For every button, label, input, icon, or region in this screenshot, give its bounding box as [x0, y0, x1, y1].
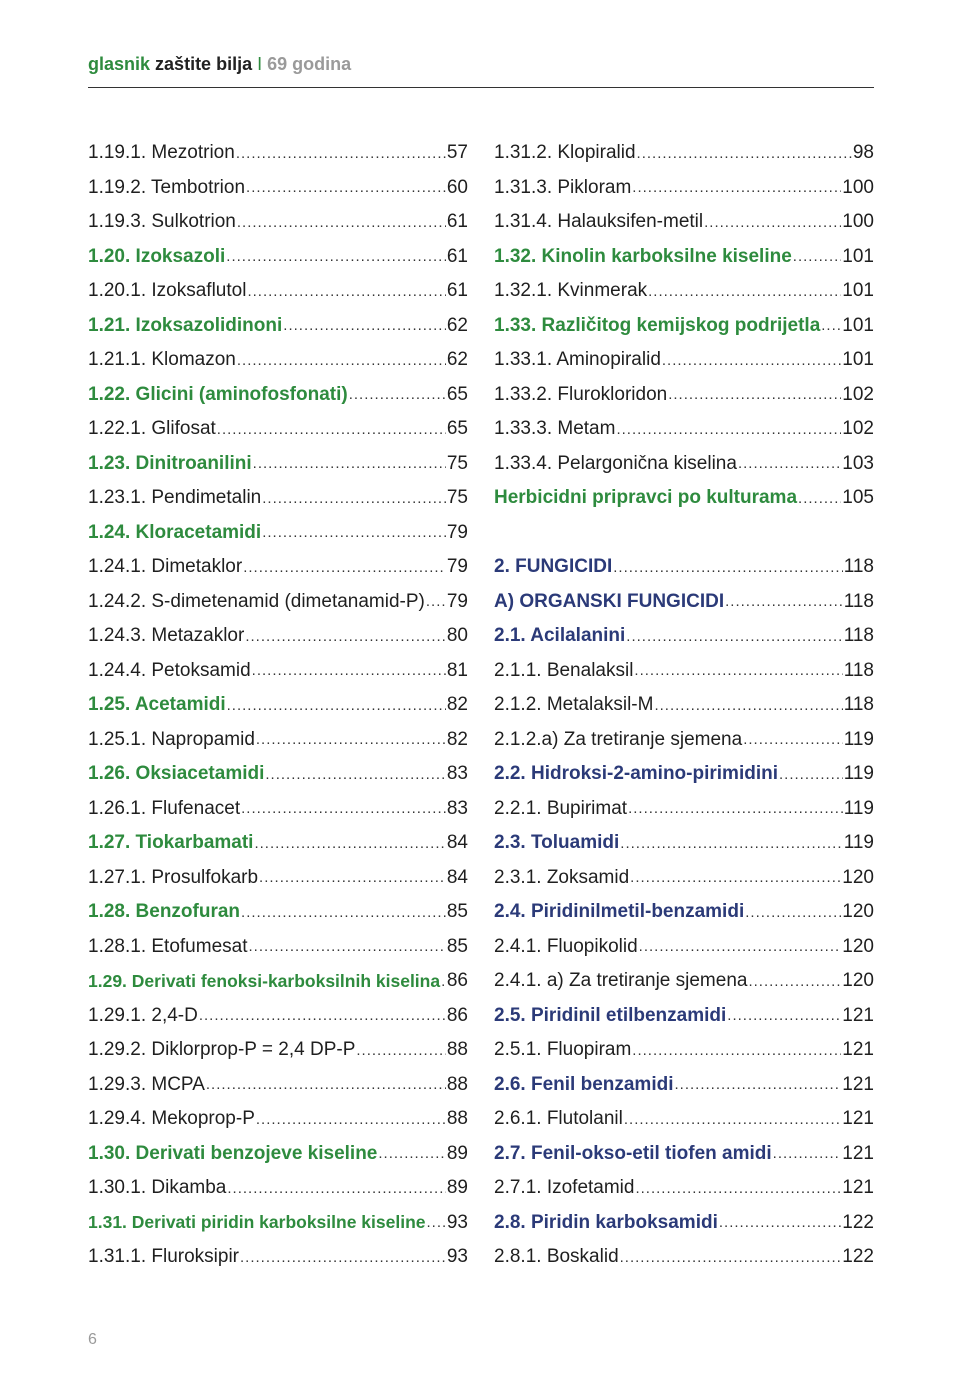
toc-entry-page: 61 [446, 211, 468, 233]
toc-entry-page: 102 [842, 418, 874, 440]
toc-entry[interactable] [494, 343, 874, 378]
toc-entry-page: 120 [842, 866, 874, 888]
toc-leader-dots [199, 1008, 446, 1023]
toc-entry-label: 1.19.3. Sulkotrion [88, 211, 236, 233]
header-divider [88, 87, 874, 88]
toc-leader-dots [226, 249, 446, 264]
toc-entry-label: 1.29.4. Mekoprop-P [88, 1108, 255, 1130]
toc-entry[interactable] [494, 550, 874, 585]
toc-entry[interactable] [88, 240, 468, 275]
toc-entry[interactable] [88, 447, 468, 482]
toc-entry[interactable] [88, 1068, 468, 1103]
toc-entry[interactable] [494, 205, 874, 240]
toc-entry[interactable] [88, 550, 468, 585]
toc-entry-page: 82 [446, 694, 468, 716]
toc-entry-label: 1.31.1. Fluroksipir [88, 1246, 240, 1268]
toc-entry-page: 119 [843, 763, 874, 785]
toc-entry-label: 1.24.4. Petoksamid [88, 659, 251, 681]
toc-entry[interactable] [494, 447, 874, 482]
toc-leader-dots [727, 1008, 841, 1023]
toc-entry-page: 121 [842, 1004, 874, 1026]
toc-entry-page: 79 [446, 556, 468, 578]
toc-entry-page: 118 [843, 659, 874, 681]
toc-leader-dots [648, 284, 841, 299]
toc-entry-page: 121 [842, 1108, 874, 1130]
toc-entry-page: 102 [842, 383, 874, 405]
toc-entry[interactable] [88, 481, 468, 516]
toc-entry-page: 119 [843, 728, 874, 750]
toc-leader-dots [654, 698, 842, 713]
toc-entry[interactable] [88, 895, 468, 930]
toc-entry[interactable] [88, 1206, 468, 1241]
toc-leader-dots [441, 974, 446, 989]
toc-leader-dots [240, 1250, 446, 1265]
toc-entry[interactable] [494, 930, 874, 965]
toc-entry[interactable] [88, 619, 468, 654]
toc-entry-label: 1.26.1. Flufenacet [88, 797, 241, 819]
toc-entry[interactable] [494, 378, 874, 413]
toc-entry-label: 2.4.1. a) Za tretiranje sjemena [494, 970, 748, 992]
toc-entry-label: 2.5.1. Fluopiram [494, 1039, 632, 1061]
toc-entry[interactable] [88, 723, 468, 758]
toc-entry-label: 1.31.4. Halauksifen-metil [494, 211, 704, 233]
toc-entry[interactable] [88, 516, 468, 551]
toc-entry[interactable] [494, 826, 874, 861]
toc-entry-page: 101 [842, 280, 874, 302]
toc-entry-page: 61 [446, 280, 468, 302]
toc-entry-page: 86 [446, 970, 468, 992]
toc-entry[interactable] [494, 1137, 874, 1172]
toc-entry-page: 80 [446, 625, 468, 647]
toc-leader-dots [227, 698, 446, 713]
toc-entry[interactable] [88, 309, 468, 344]
toc-leader-dots [259, 870, 446, 885]
toc-entry[interactable] [494, 274, 874, 309]
toc-leader-dots [283, 318, 446, 333]
toc-leader-dots [265, 767, 445, 782]
toc-entry-page: 65 [446, 418, 468, 440]
toc-leader-dots [662, 353, 841, 368]
toc-entry-page: 121 [842, 1142, 874, 1164]
toc-entry-page: 122 [842, 1246, 874, 1268]
toc-leader-dots [624, 1112, 841, 1127]
toc-leader-dots [378, 1146, 445, 1161]
toc-leader-dots [243, 560, 446, 575]
toc-entry-page: 65 [446, 383, 468, 405]
toc-entry-label: 1.33. Različitog kemijskog podrijetla [494, 314, 821, 336]
toc-leader-dots [252, 663, 446, 678]
toc-entry-page: 121 [842, 1177, 874, 1199]
toc-entry[interactable] [494, 412, 874, 447]
toc-entry[interactable] [494, 999, 874, 1034]
toc-leader-dots [241, 801, 446, 816]
toc-entry-label: 1.25. Acetamidi [88, 694, 226, 716]
page-number: 6 [88, 1331, 97, 1348]
toc-entry-label: 2.3. Toluamidi [494, 832, 620, 854]
toc-entry[interactable] [494, 723, 874, 758]
toc-entry[interactable] [88, 999, 468, 1034]
toc-entry-page: 60 [446, 176, 468, 198]
toc-leader-dots [668, 387, 841, 402]
toc-entry[interactable] [494, 1102, 874, 1137]
toc-entry[interactable] [88, 343, 468, 378]
toc-entry[interactable] [88, 1033, 468, 1068]
toc-entry-label: 2.1.2.a) Za tretiranje sjemena [494, 728, 743, 750]
toc-leader-dots [237, 215, 446, 230]
toc-entry[interactable] [88, 136, 468, 171]
header-subtitle: zaštite bilja [155, 54, 253, 74]
toc-leader-dots [426, 594, 446, 609]
toc-leader-dots [639, 939, 842, 954]
toc-entry-page: 118 [843, 694, 874, 716]
toc-entry-label: 2.8.1. Boskalid [494, 1246, 619, 1268]
header-separator: I [257, 54, 263, 74]
toc-entry-label: 1.24.2. S-dimetenamid (dimetanamid-P) [88, 590, 425, 612]
toc-entry[interactable] [88, 826, 468, 861]
toc-entry-page: 82 [446, 728, 468, 750]
toc-entry[interactable] [494, 1033, 874, 1068]
toc-entry-page: 61 [446, 245, 468, 267]
toc-entry-page: 93 [446, 1246, 468, 1268]
toc-entry-label: 1.21.1. Klomazon [88, 349, 236, 371]
toc-entry-page: 120 [842, 935, 874, 957]
toc-entry-label: 1.29. Derivati fenoksi-karboksilnih kiselina [88, 970, 441, 991]
toc-leader-dots [745, 905, 841, 920]
toc-leader-dots [613, 560, 842, 575]
toc-leader-dots [748, 974, 841, 989]
toc-entry-page: 88 [446, 1039, 468, 1061]
toc-leader-dots [227, 1181, 446, 1196]
toc-entry-label: 1.32.1. Kvinmerak [494, 280, 648, 302]
toc-entry-label: 1.20. Izoksazoli [88, 245, 226, 267]
toc-entry[interactable] [494, 171, 874, 206]
toc-entry[interactable] [494, 688, 874, 723]
toc-entry-page: 118 [843, 556, 874, 578]
toc-entry-label: 1.29.2. Diklorprop-P = 2,4 DP-P [88, 1039, 356, 1061]
toc-entry-label: 1.27. Tiokarbamati [88, 832, 254, 854]
toc-entry-label: 1.28. Benzofuran [88, 901, 241, 923]
toc-leader-dots [253, 456, 446, 471]
toc-entry[interactable] [494, 481, 874, 516]
toc-entry-label: 1.31. Derivati piridin karboksilne kiseline [88, 1212, 426, 1233]
toc-entry-label: 2.8. Piridin karboksamidi [494, 1211, 718, 1233]
toc-leader-dots [637, 146, 852, 161]
toc-entry[interactable] [88, 205, 468, 240]
toc-entry-label: 1.29.1. 2,4-D [88, 1004, 198, 1026]
toc-entry-page: 57 [446, 142, 468, 164]
toc-entry-label: 1.29.3. MCPA [88, 1073, 205, 1095]
toc-leader-dots [620, 1250, 842, 1265]
toc-entry[interactable] [494, 1206, 874, 1241]
toc-entry-page: 79 [446, 590, 468, 612]
toc-leader-dots [349, 387, 446, 402]
toc-entry-page: 119 [843, 797, 874, 819]
toc-entry[interactable] [88, 792, 468, 827]
toc-entry-page: 93 [446, 1211, 468, 1233]
toc-entry[interactable] [494, 757, 874, 792]
toc-entry-page: 119 [843, 832, 874, 854]
toc-leader-dots [725, 594, 843, 609]
toc-leader-dots [427, 1215, 446, 1230]
toc-leader-dots [236, 146, 446, 161]
toc-entry-label: 2.1.2. Metalaksil-M [494, 694, 654, 716]
toc-entry-page: 84 [446, 866, 468, 888]
toc-leader-dots [630, 870, 841, 885]
toc-leader-dots [632, 1043, 841, 1058]
toc-entry-label: 2.2.1. Bupirimat [494, 797, 628, 819]
toc-entry-page: 98 [852, 142, 874, 164]
toc-entry-page: 120 [842, 970, 874, 992]
running-header [88, 54, 874, 75]
toc-leader-dots [256, 732, 446, 747]
toc-entry-label: 2. FUNGICIDI [494, 556, 613, 578]
toc-entry-label: 1.24. Kloracetamidi [88, 521, 262, 543]
toc-leader-dots [821, 318, 841, 333]
toc-entry-page: 118 [843, 625, 874, 647]
toc-entry[interactable] [88, 964, 468, 999]
toc-leader-dots [249, 939, 446, 954]
toc-leader-dots [798, 491, 841, 506]
toc-entry[interactable] [494, 895, 874, 930]
toc-column-right [494, 136, 874, 1275]
toc-entry-label: 1.23.1. Pendimetalin [88, 487, 262, 509]
toc-entry-page: 84 [446, 832, 468, 854]
toc-entry[interactable] [494, 654, 874, 689]
toc-leader-dots [635, 1181, 841, 1196]
toc-leader-dots [254, 836, 445, 851]
toc-entry-page: 103 [842, 452, 874, 474]
toc-spacer [494, 516, 874, 551]
toc-entry-label: 1.27.1. Prosulfokarb [88, 866, 259, 888]
toc-entry-label: 2.4. Piridinilmetil-benzamidi [494, 901, 745, 923]
toc-entry-label: 2.6. Fenil benzamidi [494, 1073, 674, 1095]
toc-entry[interactable] [88, 378, 468, 413]
toc-entry-label: 1.25.1. Napropamid [88, 728, 255, 750]
toc-leader-dots [634, 663, 842, 678]
toc-leader-dots [245, 629, 446, 644]
toc-entry-label: 1.22.1. Glifosat [88, 418, 216, 440]
toc-entry[interactable] [88, 1102, 468, 1137]
toc-entry-label: 2.6.1. Flutolanil [494, 1108, 623, 1130]
header-years: 69 godina [267, 54, 352, 74]
toc-entry-page: 75 [446, 452, 468, 474]
toc-entry[interactable] [494, 240, 874, 275]
toc-entry-label: 1.28.1. Etofumesat [88, 935, 248, 957]
toc-entry-page: 101 [842, 314, 874, 336]
toc-entry[interactable] [494, 964, 874, 999]
toc-leader-dots [779, 767, 843, 782]
toc-leader-dots [738, 456, 841, 471]
toc-leader-dots [620, 836, 842, 851]
toc-entry[interactable] [494, 861, 874, 896]
toc-entry-label: 2.7. Fenil-okso-etil tiofen amidi [494, 1142, 772, 1164]
toc-entry-page: 89 [446, 1142, 468, 1164]
toc-leader-dots [626, 629, 842, 644]
toc-entry-label: 1.22. Glicini (aminofosfonati) [88, 383, 348, 405]
toc-leader-dots [217, 422, 446, 437]
toc-entry-page: 81 [446, 659, 468, 681]
toc-entry[interactable] [88, 171, 468, 206]
toc-entry[interactable] [494, 309, 874, 344]
toc-leader-dots [675, 1077, 842, 1092]
toc-entry[interactable] [88, 930, 468, 965]
toc-entry-label: 1.23. Dinitroanilini [88, 452, 252, 474]
toc-column-left [88, 136, 468, 1275]
toc-entry-page: 79 [446, 521, 468, 543]
toc-entry-page: 85 [446, 935, 468, 957]
toc-entry-label: 1.20.1. Izoksaflutol [88, 280, 247, 302]
toc-leader-dots [237, 353, 446, 368]
toc-entry[interactable] [494, 1240, 874, 1275]
toc-entry-label: 2.7.1. Izofetamid [494, 1177, 635, 1199]
toc-leader-dots [256, 1112, 446, 1127]
toc-entry[interactable] [88, 757, 468, 792]
toc-leader-dots [356, 1043, 445, 1058]
toc-leader-dots [773, 1146, 842, 1161]
toc-entry[interactable] [88, 412, 468, 447]
toc-entry-label: A) ORGANSKI FUNGICIDI [494, 590, 725, 612]
toc-entry[interactable] [88, 585, 468, 620]
toc-entry-page: 118 [843, 590, 874, 612]
toc-leader-dots [793, 249, 842, 264]
toc-entry[interactable] [88, 688, 468, 723]
toc-entry-label: 1.30.1. Dikamba [88, 1177, 227, 1199]
toc-entry-page: 62 [446, 314, 468, 336]
toc-entry-label: 1.30. Derivati benzojeve kiseline [88, 1142, 378, 1164]
toc-entry-label: 2.1. Acilalanini [494, 625, 626, 647]
toc-entry-page: 100 [842, 211, 874, 233]
toc-entry-label: 1.33.4. Pelargonična kiselina [494, 452, 737, 474]
toc-entry-label: 1.32. Kinolin karboksilne kiseline [494, 245, 792, 267]
toc-entry-label: 2.5. Piridinil etilbenzamidi [494, 1004, 727, 1026]
toc-entry-page: 105 [842, 487, 874, 509]
toc-leader-dots [246, 180, 446, 195]
toc-entry[interactable] [88, 861, 468, 896]
toc-entry-label: 1.33.1. Aminopiralid [494, 349, 661, 371]
toc-entry-page: 86 [446, 1004, 468, 1026]
toc-entry-label: 1.31.2. Klopiralid [494, 142, 636, 164]
toc-entry-label: 1.26. Oksiacetamidi [88, 763, 265, 785]
toc-entry-page: 122 [842, 1211, 874, 1233]
toc-entry[interactable] [88, 1240, 468, 1275]
toc-entry-page: 120 [842, 901, 874, 923]
toc-leader-dots [206, 1077, 446, 1092]
toc-entry-page: 121 [842, 1039, 874, 1061]
toc-entry-label: 1.19.1. Mezotrion [88, 142, 235, 164]
toc-entry[interactable] [494, 1171, 874, 1206]
toc-entry-page: 62 [446, 349, 468, 371]
toc-entry-page: 101 [842, 349, 874, 371]
toc-leader-dots [719, 1215, 841, 1230]
toc-entry-label: 1.24.1. Dimetaklor [88, 556, 243, 578]
toc-entry-page: 88 [446, 1073, 468, 1095]
toc-entry-page: 101 [842, 245, 874, 267]
toc-entry[interactable] [494, 792, 874, 827]
toc-entry-label: 1.33.2. Flurokloridon [494, 383, 668, 405]
toc-leader-dots [616, 422, 841, 437]
toc-leader-dots [247, 284, 445, 299]
toc-leader-dots [262, 525, 446, 540]
toc-entry[interactable] [88, 654, 468, 689]
toc-entry-label: 2.2. Hidroksi-2-amino-pirimidini [494, 763, 778, 785]
toc-entry-page: 75 [446, 487, 468, 509]
toc-entry-page: 83 [446, 763, 468, 785]
header-brand: glasnik [88, 54, 151, 74]
toc-entry-label: Herbicidni pripravci po kulturama [494, 487, 798, 509]
toc-entry-page: 100 [842, 176, 874, 198]
toc-entry-label: 2.1.1. Benalaksil [494, 659, 634, 681]
toc-leader-dots [628, 801, 843, 816]
toc-entry-page: 85 [446, 901, 468, 923]
toc-entry-label: 2.4.1. Fluopikolid [494, 935, 638, 957]
toc-leader-dots [262, 491, 446, 506]
toc-entry-page: 83 [446, 797, 468, 819]
toc-entry-page: 88 [446, 1108, 468, 1130]
toc-entry-page: 121 [842, 1073, 874, 1095]
toc-entry[interactable] [88, 1137, 468, 1172]
toc-entry[interactable] [494, 619, 874, 654]
toc-entry[interactable] [494, 136, 874, 171]
toc-leader-dots [241, 905, 446, 920]
toc-entry[interactable] [88, 274, 468, 309]
toc-entry-page: 89 [446, 1177, 468, 1199]
toc-leader-dots [632, 180, 841, 195]
toc-entry-label: 1.19.2. Tembotrion [88, 176, 246, 198]
toc-entry-label: 1.21. Izoksazolidinoni [88, 314, 283, 336]
toc-entry-label: 1.31.3. Pikloram [494, 176, 632, 198]
toc-entry-label: 1.24.3. Metazaklor [88, 625, 245, 647]
toc-entry[interactable] [88, 1171, 468, 1206]
toc-entry[interactable] [494, 1068, 874, 1103]
toc-entry[interactable] [494, 585, 874, 620]
toc-entry-label: 1.33.3. Metam [494, 418, 616, 440]
toc-entry-label: 2.3.1. Zoksamid [494, 866, 630, 888]
toc-leader-dots [743, 732, 843, 747]
toc-leader-dots [704, 215, 841, 230]
